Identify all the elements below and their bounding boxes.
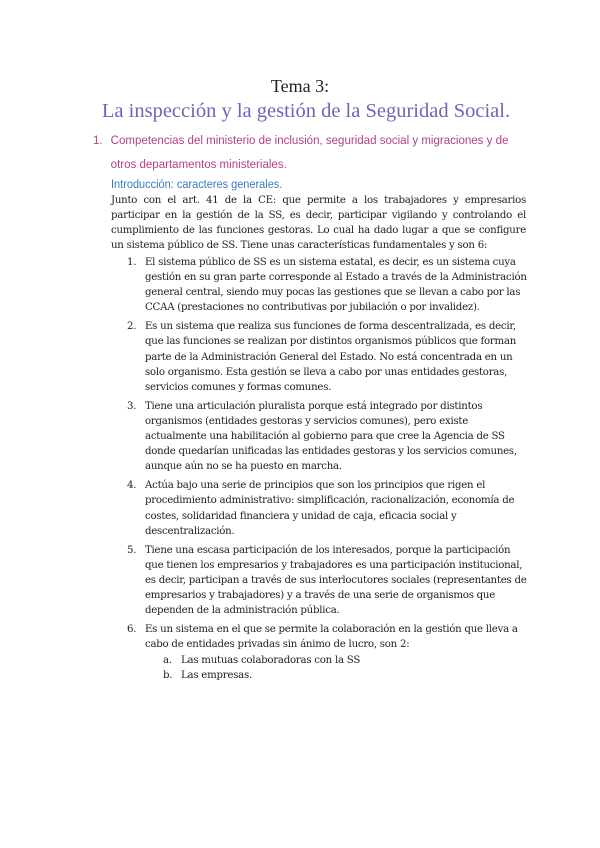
list-item-text: Tiene una escasa participación de los interesados, porque la participación que tienen los empresarios y trabajadores es una participación institucional, es decir, participan a través de sus interlocutores sociales (representantes de empresarios y trabajadores) y a través de una serie de organismos que dependen de la administración pública. xyxy=(145,544,527,617)
intro-paragraph: Junto con el art. 41 de la CE: que permite a los trabajadores y empresarios participar en la gestión de la SS, es decir, participar vigilando y controlando el cumplimiento de las funciones gestoras. Lo cual ha dado lugar a que se configure un sistema público de SS. Tiene unas características fundamentales y son 6: xyxy=(111,195,526,252)
collaborators-list xyxy=(145,653,527,683)
list-item: 6. Es un sistema en el que se permite la colaboración en la gestión que lleva a cabo de entidades privadas sin ánimo de lucro, son 2: a. Las mutuas colaboradoras con la SS b. Las empresas. xyxy=(127,622,527,683)
section-title-line1: Competencias del ministerio de inclusión, seguridad social y migraciones y de xyxy=(110,133,509,147)
topic-number: Tema 3: xyxy=(270,76,330,96)
list-item-text: Tiene una articulación pluralista porque está integrado por distintos organismos (entidades gestoras y servicios comunes), pero existe actualmente una habilitación al gobierno para que cree la Agencia de SS donde quedarían unificadas las entidades gestoras y los servicios comunes, aunque aún no se ha puesto en marcha. xyxy=(145,400,517,473)
sub-list-item-text: Las empresas. xyxy=(181,670,252,682)
page-title: La inspección y la gestión de la Seguridad Social. xyxy=(101,100,511,122)
sub-list-item: a. Las mutuas colaboradoras con la SS xyxy=(163,655,361,667)
list-item: 3. Tiene una articulación pluralista porque está integrado por distintos organismos (entidades gestoras y servicios comunes), pero existe actualmente una habilitación al gobierno para que cree la Agencia de SS donde quedarían unificadas las entidades gestoras y los servicios comunes, aunque aún no se ha puesto en marcha. xyxy=(127,400,517,473)
list-item-text: El sistema público de SS es un sistema estatal, es decir, es un sistema cuya gestión en su gran parte corresponde al Estado a través de la Administración general central, siendo muy pocas las gestiones que se llevan a cabo por las CCAA (prestaciones no contributivas por jubilación o por invalidez). xyxy=(145,257,527,314)
list-item-text: Es un sistema que realiza sus funciones de forma descentralizada, es decir, que las funciones se realizan por distintos organismos públicos que forman parte de la Administración General del Estado. No está concentrada en un solo organismo. Esta gestión se lleva a cabo por unas entidades gestoras, servicios comunes y formas comunes. xyxy=(145,321,517,393)
characteristics-list xyxy=(127,255,527,688)
list-item: 5. Tiene una escasa participación de los interesados, porque la participación que tienen los empresarios y trabajadores es una participación institucional, es decir, participan a través de sus interlocutores sociales (representantes de empresarios y trabajadores) y a través de una serie de organismos que dependen de la administración pública. xyxy=(127,544,527,617)
section-number: 1. xyxy=(93,133,103,147)
sub-list-item: b. Las empresas. xyxy=(163,670,252,682)
list-item: 2. Es un sistema que realiza sus funciones de forma descentralizada, es decir, que las funciones se realizan por distintos organismos públicos que forman parte de la Administración General del Estado. No está concentrada en un solo organismo. Esta gestión se lleva a cabo por unas entidades gestoras, servicios comunes y formas comunes. xyxy=(127,321,517,393)
list-item-text: Actúa bajo una serie de principios que son los principios que rigen el procedimiento administrativo: simplificación, racionalización, economía de costes, solidaridad financiera y unidad de caja, eficacia social y descentralización. xyxy=(145,480,515,537)
sub-list-item-text: Las mutuas colaboradoras con la SS xyxy=(181,655,361,667)
subsection-heading: Introducción: caracteres generales. xyxy=(111,177,283,191)
list-item: 4. Actúa bajo una serie de principios que son los principios que rigen el procedimiento administrativo: simplificación, racionalización, economía de costes, solidaridad financiera y unidad de caja, eficacia social y descentralización. xyxy=(127,480,515,537)
list-item: 1. El sistema público de SS es un sistema estatal, es decir, es un sistema cuya gestión en su gran parte corresponde al Estado a través de la Administración general central, siendo muy pocas las gestiones que se llevan a cabo por las CCAA (prestaciones no contributivas por jubilación o por invalidez). xyxy=(127,257,527,314)
section-title-line2: otros departamentos ministeriales. xyxy=(110,157,287,171)
list-item-text: Es un sistema en el que se permite la colaboración en la gestión que lleva a cabo de entidades privadas sin ánimo de lucro, son 2: xyxy=(145,624,518,651)
